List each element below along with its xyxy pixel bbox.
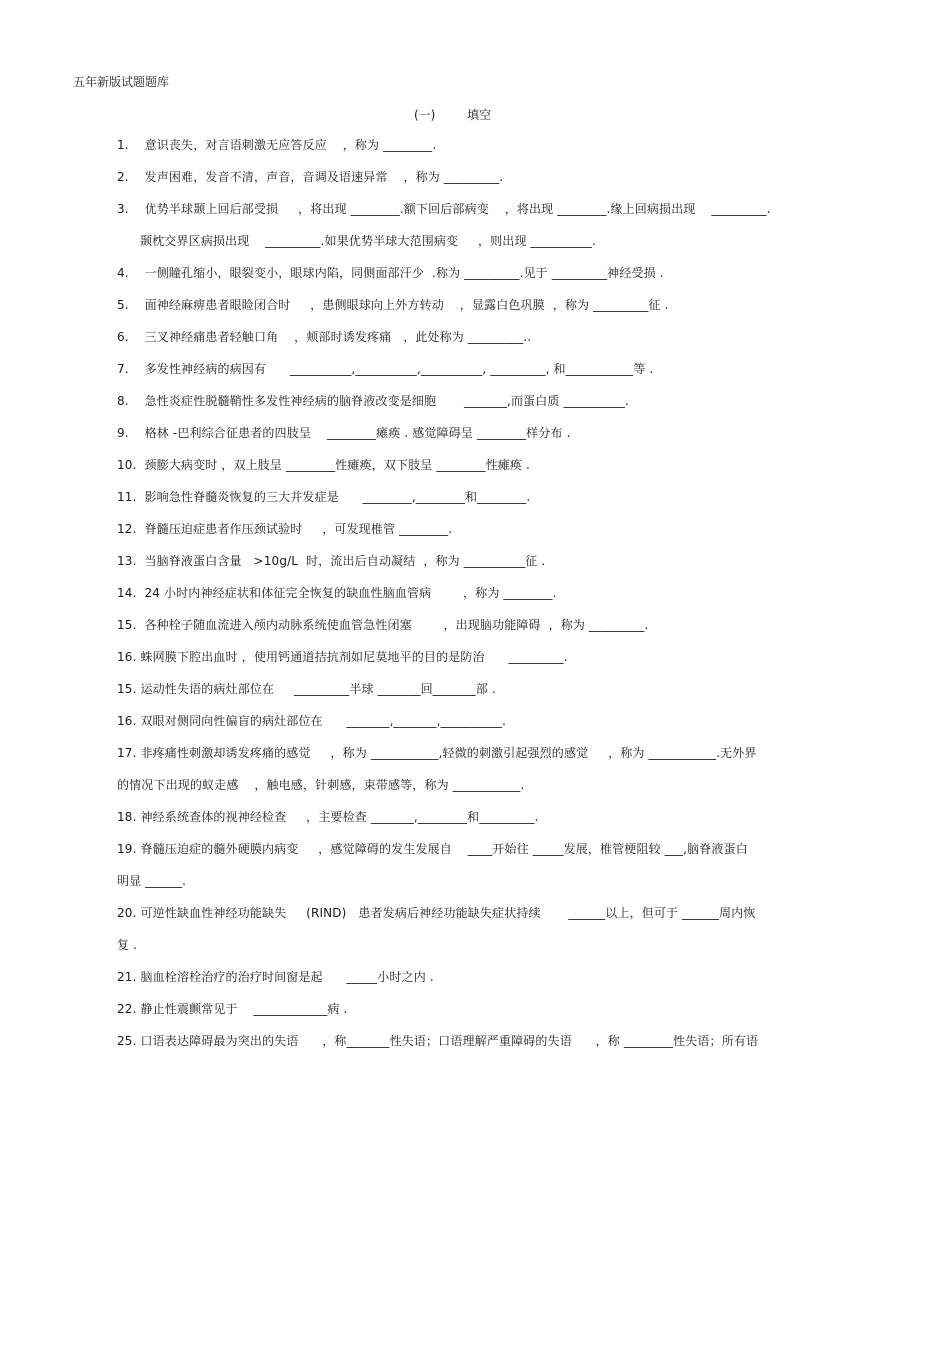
page-header: 五年新版试题题库: [73, 75, 170, 89]
question-line: 5. 面神经麻痹患者眼睑闭合时 ，患侧眼球向上外方转动 ，显露白色巩膜 ，称为 _________征 .: [117, 298, 669, 312]
question-line: 17. 非疼痛性刺激却诱发疼痛的感觉 ，称为 ___________,轻微的刺激引起强烈的感觉 ，称为 ___________.无外界: [117, 746, 757, 760]
question-line: 7. 多发性神经病的病因有 __________,__________,__________, _________, 和___________等 .: [117, 362, 654, 376]
question-line: 16. 蛛网膜下腔出血时 ，使用钙通道拮抗剂如尼莫地平的目的是防治 _________.: [117, 650, 568, 664]
question-line: 19. 脊髓压迫症的髓外硬膜内病变 ，感觉障碍的发生发展自 ____开始往 _____发展，椎管梗阻较 ___,脑脊液蛋白: [117, 842, 748, 856]
question-line: 6. 三叉神经痛患者轻触口角 ，颊部时诱发疼痛 ，此处称为 _________..: [117, 330, 532, 344]
question-line: 25. 口语表达障碍最为突出的失语 ，称_______性失语；口语理解严重障碍的失语 ，称 ________性失语；所有语: [117, 1034, 759, 1048]
question-line: 20. 可逆性缺血性神经功能缺失 (RIND) 患者发病后神经功能缺失症状持续 ______以上，但可于 ______周内恢: [117, 906, 756, 920]
question-line: 9. 格林 -巴利综合征患者的四肢呈 ________瘫痪 . 感觉障碍呈 ________样分布 .: [117, 426, 571, 440]
question-line: 12. 脊髓压迫症患者作压颈试验时 ，可发现椎管 ________.: [117, 522, 453, 536]
question-line: 16. 双眼对侧同向性偏盲的病灶部位在 _______,_______,__________.: [117, 714, 507, 728]
question-line: 4. 一侧瞳孔缩小，眼裂变小，眼球内陷，同侧面部汗少 .称为 _________.见于 _________神经受损 .: [117, 266, 664, 280]
section-title: (一) 填空: [414, 108, 492, 122]
question-line: 10. 颈膨大病变时 ，双上肢呈 ________性瘫痪，双下肢呈 ________性瘫痪 .: [117, 458, 530, 472]
question-line: 21. 脑血栓溶栓治疗的治疗时间窗是起 _____小时之内 .: [117, 970, 434, 984]
question-line: 11. 影响急性脊髓炎恢复的三大并发症是 ________,________和________.: [117, 490, 531, 504]
question-line: 复 .: [117, 938, 138, 952]
question-line: 15. 运动性失语的病灶部位在 _________半球 _______回_______部 .: [117, 682, 496, 696]
question-line: 15. 各种栓子随血流进入颅内动脉系统使血管急性闭塞 ，出现脑功能障碍 ，称为 _________.: [117, 618, 649, 632]
question-line: 2. 发声困难，发音不清，声音，音调及语速异常 ，称为 _________.: [117, 170, 504, 184]
question-line: 颞枕交界区病损出现 _________.如果优势半球大范围病变 ，则出现 __________.: [140, 234, 597, 248]
question-line: 22. 静止性震颤常见于 ____________病 .: [117, 1002, 348, 1016]
question-line: 14. 24 小时内神经症状和体征完全恢复的缺血性脑血管病 ，称为 ________.: [117, 586, 557, 600]
question-line: 明显 ______.: [117, 874, 187, 888]
question-line: 13. 当脑脊液蛋白含量 >10g/L 时，流出后自动凝结 ，称为 __________征 .: [117, 554, 546, 568]
question-line: 1. 意识丧失，对言语刺激无应答反应 ，称为 ________.: [117, 138, 437, 152]
question-line: 的情况下出现的蚁走感 ，触电感，针刺感，束带感等，称为 ___________.: [117, 778, 525, 792]
question-line: 3. 优势半球颞上回后部受损 ，将出现 ________.额下回后部病变 ，将出现 ________.缘上回病损出现 _________.: [117, 202, 771, 216]
question-line: 18. 神经系统查体的视神经检查 ，主要检查 _______,________和_________.: [117, 810, 539, 824]
question-line: 8. 急性炎症性脱髓鞘性多发性神经病的脑脊液改变是细胞 _______,而蛋白质 __________.: [117, 394, 630, 408]
